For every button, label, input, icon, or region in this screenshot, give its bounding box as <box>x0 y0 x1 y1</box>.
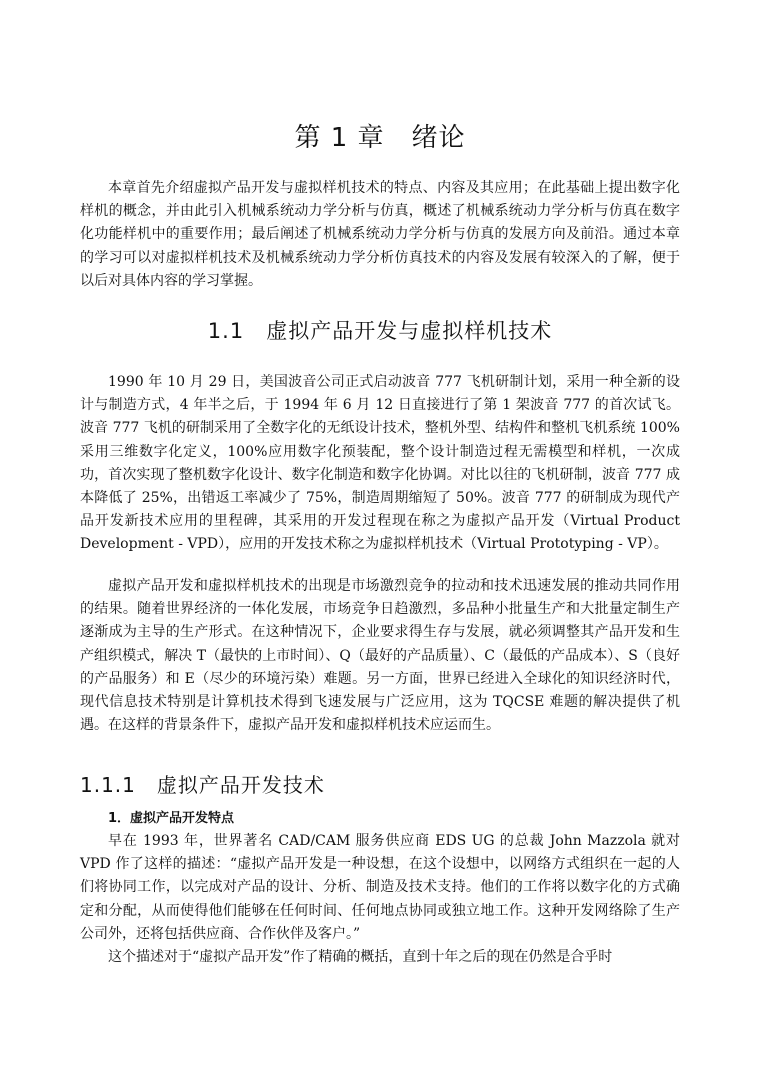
section-1-1-paragraph-2: 虚拟产品开发和虚拟样机技术的出现是市场激烈竞争的拉动和技术迅速发展的推动共同作用的结果。随着世界经济的一体化发展，市场竞争日趋激烈，多品种小批量生产和大批量定制生产逐渐成为主导的生产形式。在这种情况下，企业要求得生存与发展，就必须调整其产品开发和生产组织模式，解决 T（最快的上市时间）、Q（最好的产品质量）、C（最低的产品成本）、S（良好的产品服务）和 E（尽少的环境污染）难题。另一方面，世界已经进入全球化的知识经济时代，现代信息技术特别是计算机技术得到飞速发展与广泛应用，这为 TQCSE 难题的解决提供了机遇。在这样的背景条件下，虚拟产品开发和虚拟样机技术应运而生。 <box>80 578 680 734</box>
point-1-heading: 1．虚拟产品开发特点 <box>108 811 235 826</box>
section-1-1-1-heading: 1.1.1 虚拟产品开发技术 <box>80 773 325 797</box>
chapter-intro-paragraph: 本章首先介绍虚拟产品开发与虚拟样机技术的特点、内容及其应用；在此基础上提出数字化样机的概念，并由此引入机械系统动力学分析与仿真，概述了机械系统动力学分析与仿真在数字化功能样机中的重要作用；最后阐述了机械系统动力学分析与仿真的发展方向及前沿。通过本章的学习可以对虚拟样机技术及机械系统动力学分析仿真技术的内容及发展有较深入的了解，便于以后对具体内容的学习掌握。 <box>80 180 680 289</box>
section-1-1-paragraph-1: 1990 年 10 月 29 日，美国波音公司正式启动波音 777 飞机研制计划，采用一种全新的设计与制造方式，4 年半之后，于 1994 年 6 月 12 日直接进行了第 1 架波音 777 的首次试飞。波音 777 飞机的研制采用了全数字化的无纸设计技术，整机外型、结构件和整机飞机系统 100%采用三维数字化定义，100%应用数字化预装配，整个设计制造过程无需模型和样机，一次成功，首次实现了整机数字化设计、数字化制造和数字化协调。对比以往的飞机研制，波音 777 成本降低了 25%，出错返工率减少了 75%，制造周期缩短了 50%。波音 777 的研制成为现代产品开发新技术应用的里程碑，其采用的开发过程现在称之为虚拟产品开发（Virtual Product Development - VPD），应用的开发技术称之为虚拟样机技术（Virtual Prototyping - VP）。 <box>80 374 680 553</box>
point-1-paragraph-1: 早在 1993 年，世界著名 CAD/CAM 服务供应商 EDS UG 的总裁 John Mazzola 就对 VPD 作了这样的描述：“虚拟产品开发是一种设想，在这个设想中，以网络方式组织在一起的人们将协同工作，以完成对产品的设计、分析、制造及技术支持。他们的工作将以数字化的方式确定和分配，从而使得他们能够在任何时间、任何地点协同或独立地工作。这种开发网络除了生产公司外，还将包括供应商、合作伙伴及客户。” <box>80 833 680 942</box>
chapter-title: 第 1 章 绪论 <box>294 123 466 153</box>
point-1-paragraph-2: 这个描述对于“虚拟产品开发”作了精确的概括，直到十年之后的现在仍然是合乎时 <box>108 949 613 965</box>
section-1-1-heading: 1.1 虚拟产品开发与虚拟样机技术 <box>207 319 553 343</box>
